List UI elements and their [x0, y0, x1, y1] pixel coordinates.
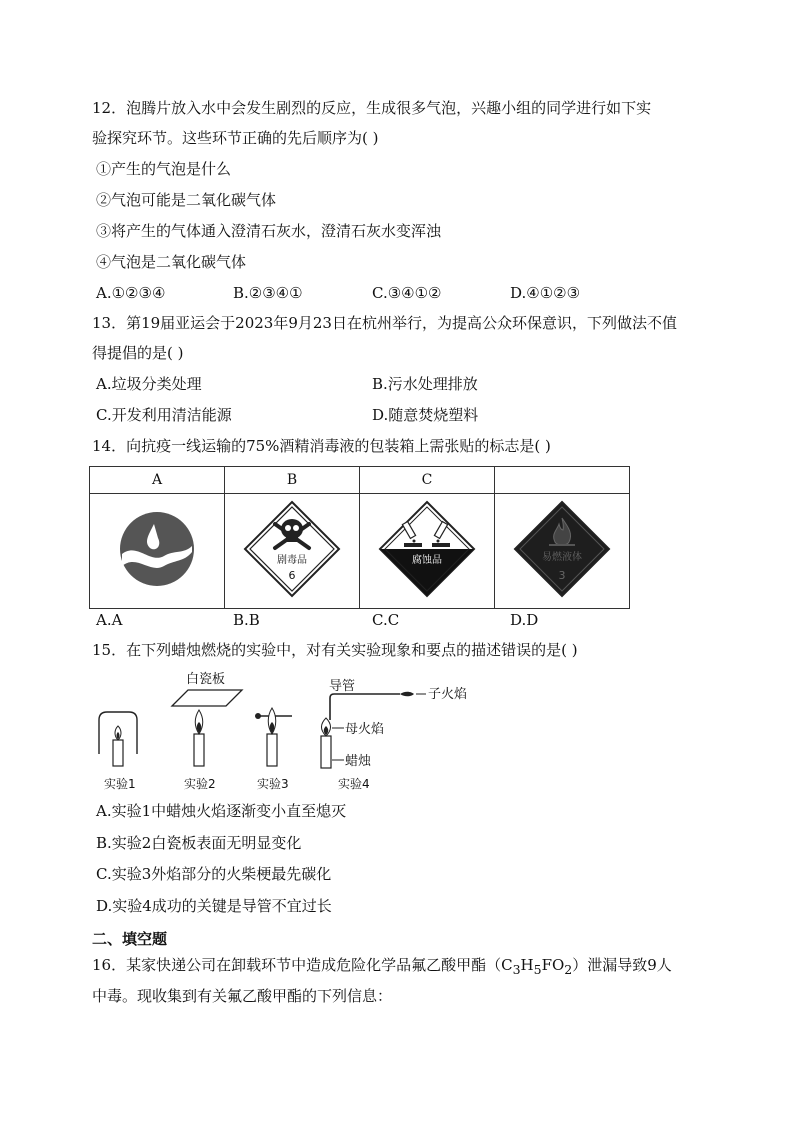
child-flame-label: 子火焰	[428, 687, 468, 702]
q12-option-b: B.②③④①	[233, 284, 303, 302]
tube-label: 导管	[329, 679, 356, 694]
q15-option-d: D.实验4成功的关键是导管不宜过长	[96, 897, 332, 915]
exp4-label: 实验4	[338, 777, 370, 791]
exp2-label: 实验2	[184, 777, 216, 791]
q14-header-a: A	[90, 467, 225, 494]
mother-flame-label: 母火焰	[345, 722, 385, 737]
q16-stem-line2: 中毒。现收集到有关氟乙酸甲酯的下列信息：	[92, 987, 393, 1005]
q14-header-c: C	[360, 467, 495, 494]
toxic-sign-icon	[227, 494, 357, 604]
q14-header-b: B	[225, 467, 360, 494]
q13-option-d: D.随意焚烧塑料	[372, 406, 479, 424]
q14-option-c: C.C	[372, 611, 400, 629]
q14-header-d	[495, 467, 630, 494]
q16-sub-c: 3	[512, 962, 521, 977]
candle-label: 蜡烛	[345, 754, 372, 769]
q14-cell-b	[225, 494, 360, 609]
q12-item-2: ②气泡可能是二氧化碳气体	[96, 191, 277, 209]
q12-item-3: ③将产生的气体通入澄清石灰水，澄清石灰水变浑浊	[96, 222, 442, 240]
q14-cell-c	[360, 494, 495, 609]
q15-option-c: C.实验3外焰部分的火柴梗最先碳化	[96, 865, 332, 883]
q16-line1-post: ）泄漏导致9人	[572, 956, 672, 974]
q13-stem-line2: 得提倡的是( )	[92, 344, 184, 362]
flammable-sign-label: 易燃液体	[542, 552, 582, 563]
q14-cell-d	[495, 494, 630, 609]
q14-option-d: D.D	[510, 611, 539, 629]
q12-option-c: C.③④①②	[372, 284, 442, 302]
exp3-label: 实验3	[257, 777, 289, 791]
q16-line1-pre: 16．某家快递公司在卸载环节中造成危险化学品氟乙酸甲酯（C	[92, 956, 513, 974]
q15-stem: 15．在下列蜡烛燃烧的实验中，对有关实验现象和要点的描述错误的是( )	[92, 641, 578, 659]
q16-stem-line1	[92, 955, 672, 980]
q12-stem-line2: 验探究环节。这些环节正确的先后顺序为( )	[92, 129, 379, 147]
q14-option-b: B.B	[233, 611, 260, 629]
corrosive-sign-label: 腐蚀品	[412, 555, 442, 566]
corrosive-sign-icon	[362, 494, 492, 604]
q13-option-c: C.开发利用清洁能源	[96, 406, 232, 424]
q16-sub-h: 5	[533, 962, 542, 977]
q14-option-a: A.A	[96, 611, 123, 629]
toxic-sign-class: 6	[288, 569, 296, 582]
candle-experiments-figure	[92, 668, 482, 796]
flammable-liquid-sign-icon	[497, 494, 627, 604]
flammable-sign-class: 3	[558, 569, 566, 582]
experiment-4-diagram	[321, 679, 467, 791]
water-saving-sign-icon	[92, 494, 222, 604]
q12-item-1: ①产生的气泡是什么	[96, 160, 232, 178]
q14-cell-a	[90, 494, 225, 609]
q14-stem: 14．向抗疫一线运输的75%酒精消毒液的包装箱上需张贴的标志是( )	[92, 437, 551, 455]
q12-stem-line1: 12．泡腾片放入水中会发生剧烈的反应，生成很多气泡，兴趣小组的同学进行如下实	[92, 99, 652, 117]
section-title: 二、填空题	[92, 930, 168, 948]
q16-formula-fo: FO	[541, 956, 565, 974]
q14-sign-table	[89, 466, 630, 609]
toxic-sign-label: 剧毒品	[277, 555, 307, 566]
q13-stem-line1: 13．第19届亚运会于2023年9月23日在杭州举行，为提高公众环保意识，下列做法不值	[92, 314, 677, 332]
q12-option-a: A.①②③④	[96, 284, 166, 302]
experiment-2-diagram	[172, 671, 242, 791]
q13-option-a: A.垃圾分类处理	[96, 375, 202, 393]
q12-item-4: ④气泡是二氧化碳气体	[96, 253, 247, 271]
experiment-3-diagram	[255, 708, 292, 791]
q16-sub-o: 2	[564, 962, 573, 977]
exp1-label: 实验1	[104, 777, 136, 791]
q15-option-b: B.实验2白瓷板表面无明显变化	[96, 834, 302, 852]
q16-formula-h: H	[520, 956, 534, 974]
experiment-1-diagram	[99, 712, 137, 791]
q15-option-a: A.实验1中蜡烛火焰逐渐变小直至熄灭	[96, 802, 347, 820]
q12-option-d: D.④①②③	[510, 284, 581, 302]
q13-option-b: B.污水处理排放	[372, 375, 478, 393]
plate-label: 白瓷板	[186, 672, 226, 687]
